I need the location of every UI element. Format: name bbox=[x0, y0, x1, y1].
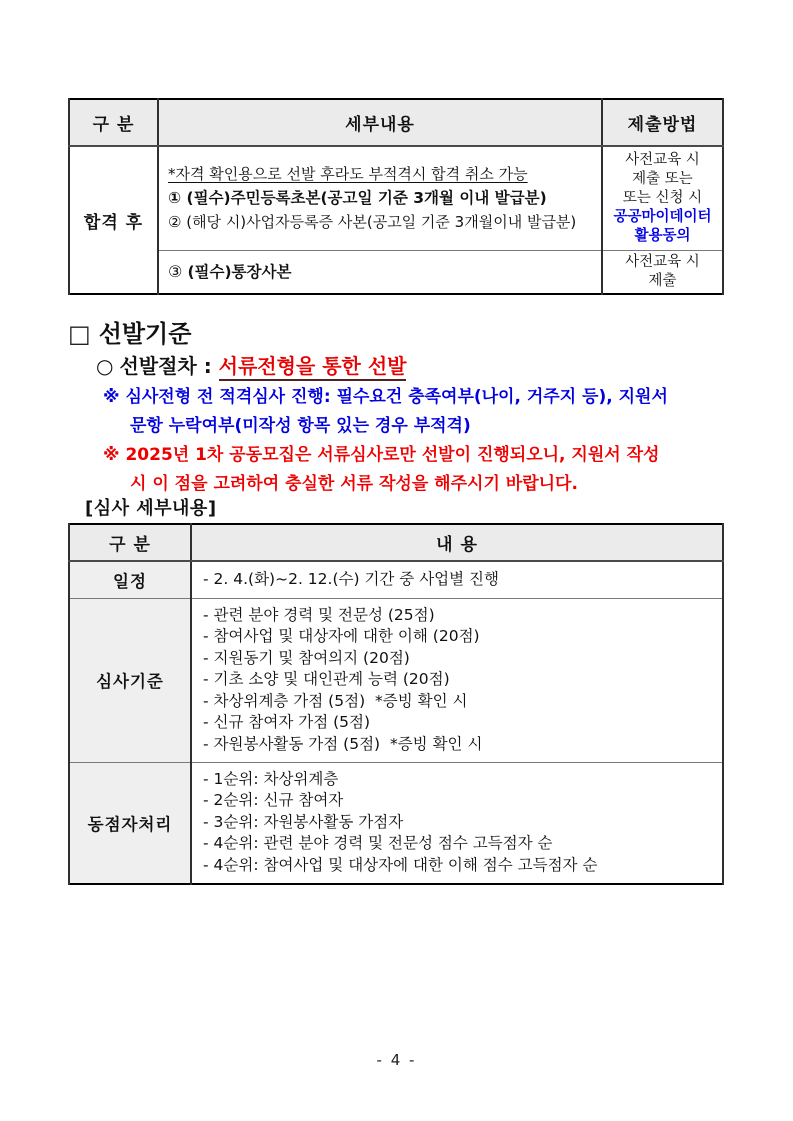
reference-mark-icon: ※ bbox=[103, 387, 120, 407]
row-label-after-acceptance: 합격 후 bbox=[69, 146, 158, 294]
qualification-note: *자격 확인용으로 선발 후라도 부적격시 합격 취소 가능 bbox=[168, 165, 528, 184]
note-line bbox=[103, 441, 728, 470]
table-header-row bbox=[69, 524, 723, 561]
content-line: - 2. 4.(화)~2. 12.(수) 기간 중 사업별 진행 bbox=[203, 569, 500, 588]
screening-note-blue bbox=[103, 383, 728, 441]
reference-mark-icon: ※ bbox=[103, 445, 120, 465]
column-header-details: 세부내용 bbox=[158, 99, 602, 146]
section-title bbox=[68, 314, 191, 349]
content-line: - 차상위계층 가점 (5점) *증빙 확인 시 bbox=[203, 691, 468, 710]
content-line: - 신규 참여자 가점 (5점) bbox=[203, 713, 371, 732]
section-title-text: 선발기준 bbox=[98, 320, 192, 348]
method-line: 제출 또는 bbox=[632, 170, 693, 187]
content-line: - 4순위: 관련 분야 경력 및 전문성 점수 고득점자 순 bbox=[203, 834, 553, 853]
screening-note-red bbox=[103, 441, 728, 499]
table-header-row bbox=[69, 99, 723, 146]
selection-procedure-line bbox=[96, 350, 406, 379]
square-bullet-icon: □ bbox=[68, 320, 91, 348]
table-row-tiebreaker bbox=[69, 762, 723, 883]
column-header-category: 구 분 bbox=[69, 99, 158, 146]
note-text: 2025년 1차 공동모집은 서류심사로만 선발이 진행되오니, 지원서 작성 bbox=[125, 445, 660, 465]
content-line: - 3순위: 자원봉사활동 가점자 bbox=[203, 812, 404, 831]
method-line-consent: 활용동의 bbox=[634, 227, 691, 244]
document-item-3: (필수)통장사본 bbox=[187, 262, 292, 281]
review-details-caption: [심사 세부내용] bbox=[85, 498, 217, 519]
details-cell bbox=[158, 146, 602, 250]
page-number: - 4 - bbox=[376, 1051, 417, 1069]
note-text: 심사전형 전 적격심사 진행: 필수요건 충족여부(나이, 거주지 등), 지원서 bbox=[125, 387, 668, 407]
table-row-schedule bbox=[69, 561, 723, 598]
note-line bbox=[103, 383, 728, 412]
item-3-marker: ③ bbox=[168, 261, 183, 281]
submission-documents-table bbox=[68, 98, 724, 295]
column-header-content: 내 용 bbox=[191, 524, 723, 561]
content-line: - 자원봉사활동 가점 (5점) *증빙 확인 시 bbox=[203, 735, 483, 754]
content-line: - 관련 분야 경력 및 전문성 (25점) bbox=[203, 605, 435, 624]
method-cell bbox=[602, 146, 723, 250]
procedure-highlight: 서류전형을 통한 선발 bbox=[219, 354, 407, 381]
method-line: 사전교육 시 bbox=[625, 253, 700, 270]
row-label-schedule: 일정 bbox=[69, 561, 191, 598]
document-item-2: ② (해당 시)사업자등록증 사본(공고일 기준 3개월이내 발급분) bbox=[168, 213, 577, 232]
content-line: - 4순위: 참여사업 및 대상자에 대한 이해 점수 고득점자 순 bbox=[203, 856, 598, 875]
method-line: 제출 bbox=[648, 272, 677, 289]
row-label-criteria: 심사기준 bbox=[69, 598, 191, 762]
table-row-criteria bbox=[69, 598, 723, 762]
table-row bbox=[69, 146, 723, 250]
method-line: 사전교육 시 bbox=[625, 151, 700, 168]
details-cell bbox=[158, 250, 602, 294]
column-header-method: 제출방법 bbox=[602, 99, 723, 146]
note-line: 문항 누락여부(미작성 항목 있는 경우 부적격) bbox=[130, 416, 471, 436]
method-cell bbox=[602, 250, 723, 294]
column-header-category: 구 분 bbox=[69, 524, 191, 561]
content-line: - 2순위: 신규 참여자 bbox=[203, 791, 344, 810]
note-line: 시 이 점을 고려하여 충실한 서류 작성을 해주시기 바랍니다. bbox=[130, 474, 578, 494]
document-item-1: ① (필수)주민등록초본(공고일 기준 3개월 이내 발급분) bbox=[168, 189, 547, 208]
content-cell bbox=[191, 762, 723, 883]
content-line: - 기초 소양 및 대인관계 능력 (20점) bbox=[203, 670, 450, 689]
table-row bbox=[69, 250, 723, 294]
content-cell bbox=[191, 598, 723, 762]
content-line: - 1순위: 차상위계층 bbox=[203, 769, 339, 788]
method-line: 또는 신청 시 bbox=[622, 189, 703, 206]
content-line: - 참여사업 및 대상자에 대한 이해 (20점) bbox=[203, 627, 480, 646]
row-label-tiebreaker: 동점자처리 bbox=[69, 762, 191, 883]
procedure-label: 선발절차 : bbox=[119, 354, 219, 378]
content-line: - 지원동기 및 참여의지 (20점) bbox=[203, 648, 410, 667]
content-cell bbox=[191, 561, 723, 598]
circle-bullet-icon: ○ bbox=[96, 354, 114, 378]
method-line-mydata: 공공마이데이터 bbox=[613, 208, 712, 225]
review-details-table bbox=[68, 523, 724, 885]
